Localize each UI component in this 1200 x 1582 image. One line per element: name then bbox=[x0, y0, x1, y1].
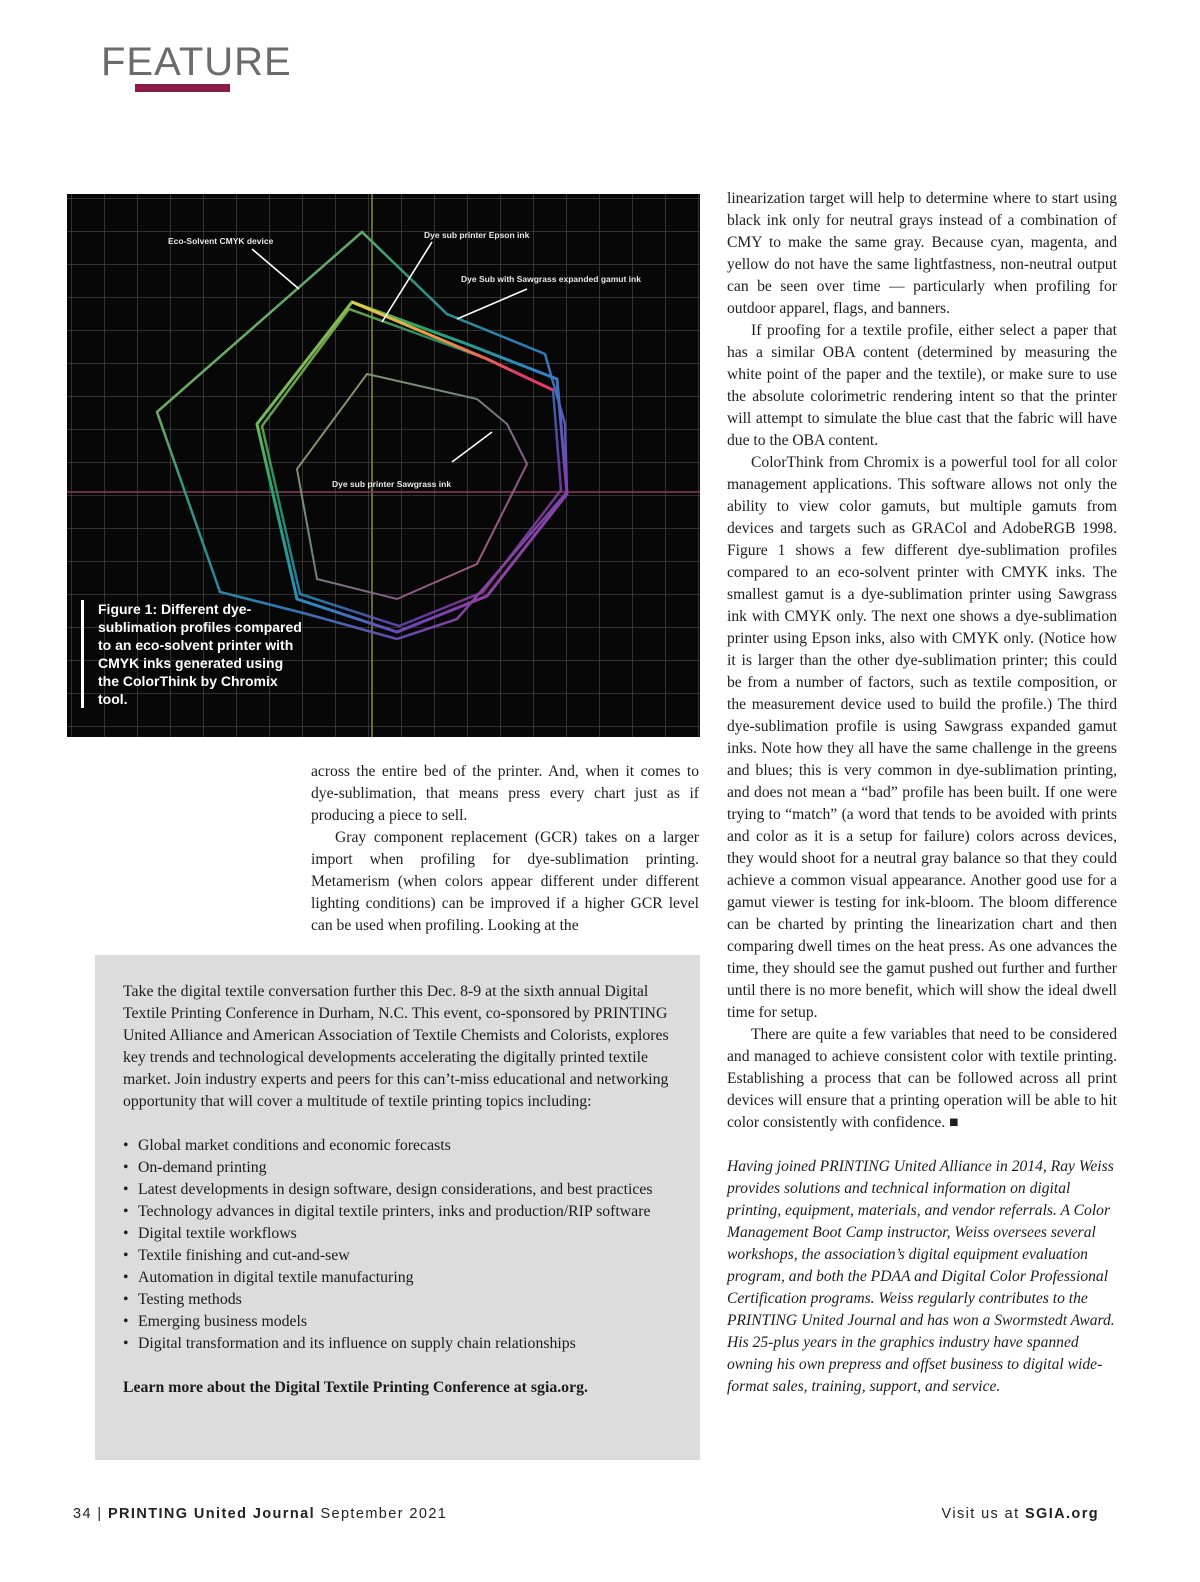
author-bio: Having joined PRINTING United Alliance in 2014, Ray Weiss provides solutions and technical information on digital printing, equipment, materials, and vendor referrals. A Color Management Boot Camp instructor, Weiss oversees several workshops, the association’s digital equipment evaluation program, and both the PDAA and Digital Color Professional Certification programs. Weiss regularly contributes to the PRINTING United Journal and has won a Swormstedt Award. His 25-plus years in the graphics industry have spanned owning his own prepress and offset business to digital wide-format sales, training, support, and service. bbox=[727, 1158, 1115, 1395]
sidebar-intro: Take the digital textile conversation further this Dec. 8-9 at the sixth annual Digital Textile Printing Conference in Durham, N.C. This event, co-sponsored by PRINTING United Alliance and American Association of Textile Chemists and Colorists, explores key trends and technological developments accelerating the digitally printed textile market. Join industry experts and peers for this can’t-miss educational and networking opportunity that will cover a multitude of textile printing topics including: bbox=[123, 983, 669, 1110]
list-item: • Testing methods bbox=[123, 1289, 673, 1311]
section-heading: FEATURE bbox=[101, 40, 292, 84]
label-epson: Dye sub printer Epson ink bbox=[424, 230, 530, 240]
figure-gamut-chart bbox=[67, 194, 700, 737]
list-item: • Global market conditions and economic forecasts bbox=[123, 1135, 673, 1157]
list-item: • Textile finishing and cut-and-sew bbox=[123, 1245, 673, 1267]
issue-date: September 2021 bbox=[320, 1506, 448, 1522]
page-footer bbox=[73, 1506, 447, 1522]
conference-sidebar bbox=[95, 955, 700, 1460]
list-item: • Digital transformation and its influence on supply chain relationships bbox=[123, 1333, 673, 1355]
site-link[interactable]: SGIA.org bbox=[1024, 1506, 1099, 1522]
label-sawgrass: Dye sub printer Sawgrass ink bbox=[332, 479, 452, 489]
paragraph: Gray component replacement (GCR) takes on a larger import when profiling for dye-sublimation printing. Metamerism (when colors appear different under different lighting conditions) can be improved if a higher GCR level can be used when profiling. Looking at the bbox=[311, 829, 699, 934]
list-item: • Technology advances in digital textile printers, inks and production/RIP software bbox=[123, 1201, 673, 1223]
conference-cta[interactable]: Learn more about the Digital Textile Printing Conference at sgia.org. bbox=[123, 1379, 588, 1396]
paragraph: across the entire bed of the printer. And, when it comes to dye-sublimation, that means press every chart just as if producing a piece to sell. bbox=[311, 763, 699, 824]
visit-prefix: Visit us at bbox=[941, 1506, 1020, 1522]
list-item: • Emerging business models bbox=[123, 1311, 673, 1333]
paragraph: ColorThink from Chromix is a powerful tool for all color management applications. This software allows not only the ability to view color gamuts, but multiple gamuts from devices and targets such as GRACol and AdobeRGB 1998. Figure 1 shows a few different dye-sublimation profiles compared to an eco-solvent printer with CMYK inks. The smallest gamut is a dye-sublimation printer using Sawgrass ink with CMYK only. The next one shows a dye-sublimation printer using Epson inks, also with CMYK only. (Notice how it is larger than the other dye-sublimation printer; this could be from a number of factors, such as textile composition, or the measurement device used to build the profile.) The third dye-sublimation profile is using Sawgrass expanded gamut inks. Note how they all have the same challenge in the greens and blues; this is very common in dye-sublimation printing, and does not mean a “bad” profile has been built. If one were trying to “match” (a word that tends to be avoided with prints and color as it is a setup for failure) colors across devices, they would shoot for a neutral gray balance so that they could achieve a common visual appearance. Another good use for a gamut viewer is testing for ink-bloom. The bloom difference can be charted by printing the linearization chart and then comparing dwell times on the heat press. As one advances the time, they should see the gamut pushed out further and further until there is no more benefit, which will show the ideal dwell time for setup. bbox=[727, 454, 1117, 1021]
list-item: • On-demand printing bbox=[123, 1157, 673, 1179]
right-column bbox=[727, 188, 1117, 1398]
publication-name: PRINTING United Journal bbox=[107, 1506, 315, 1522]
paragraph: If proofing for a textile profile, either select a paper that has a similar OBA content (determined by measuring the white point of the paper and the textile), or make sure to use the absolute colorimetric rendering intent so that the printer will attempt to simulate the blue cast that the fabric will have due to the OBA content. bbox=[727, 322, 1117, 449]
footer-separator: | bbox=[97, 1506, 103, 1522]
page-number: 34 bbox=[73, 1506, 92, 1522]
label-eco-solvent: Eco-Solvent CMYK device bbox=[168, 236, 274, 246]
label-sawgrass-expanded: Dye Sub with Sawgrass expanded gamut ink bbox=[461, 274, 641, 284]
topic-list bbox=[123, 1135, 673, 1355]
list-item: • Digital textile workflows bbox=[123, 1223, 673, 1245]
middle-column bbox=[311, 761, 699, 937]
list-item: • Latest developments in design software, design considerations, and best practices bbox=[123, 1179, 673, 1201]
footer-site bbox=[942, 1506, 1099, 1522]
paragraph: linearization target will help to determine where to start using black ink only for neutral grays instead of a combination of CMY to make the same gray. Because cyan, magenta, and yellow do not have the same lightfastness, non-neutral output can be seen over time — particularly when profiling for outdoor apparel, flags, and banners. bbox=[727, 190, 1117, 317]
section-accent-rule bbox=[135, 84, 230, 92]
list-item: • Automation in digital textile manufacturing bbox=[123, 1267, 673, 1289]
paragraph: There are quite a few variables that need to be considered and managed to achieve consistent color with textile printing. Establishing a process that can be followed across all print devices will ensure that a printing operation will be able to hit color consistently with confidence. ■ bbox=[727, 1026, 1117, 1131]
figure-caption: Figure 1: Different dye-sublimation profiles compared to an eco-solvent printer with CMYK inks generated using the ColorThink by Chromix tool. bbox=[81, 600, 308, 708]
